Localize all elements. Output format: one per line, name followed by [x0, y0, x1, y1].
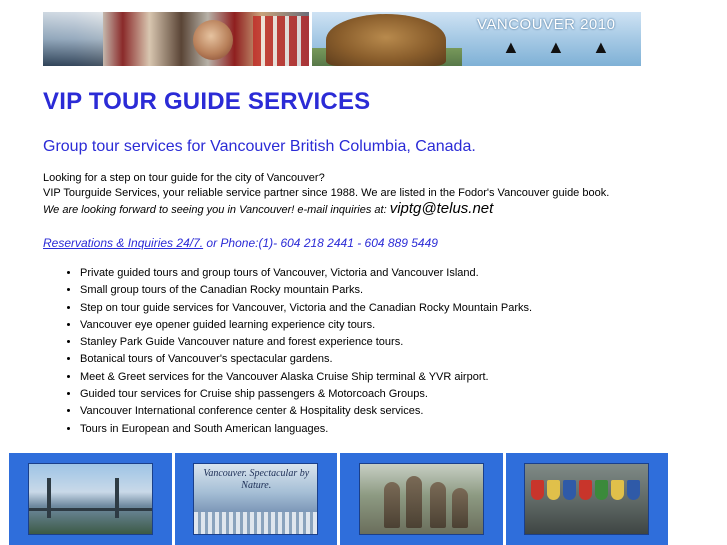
- list-item: • Vancouver International conference center & Hospitality desk services.: [80, 403, 532, 420]
- list-item: • Botanical tours of Vancouver's spectacular gardens.: [80, 351, 532, 368]
- banner-title: VANCOUVER 2010: [477, 16, 616, 33]
- intro-line-1: Looking for a step on tour guide for the city of Vancouver?: [43, 172, 325, 184]
- email-address: viptg@telus.net: [389, 200, 494, 217]
- list-item: • Private guided tours and group tours of Vancouver, Victoria and Vancouver Island.: [80, 265, 532, 282]
- postcard-caption: Vancouver. Spectacular by Nature.: [203, 468, 310, 491]
- list-item: • Guided tour services for Cruise ship passengers & Motorcoach Groups.: [80, 386, 532, 403]
- orca-icon: ▲: [592, 37, 610, 57]
- flags-image: [253, 16, 309, 66]
- city-skyline-image: [194, 512, 317, 534]
- list-item: • Tours in European and South American languages.: [80, 421, 532, 438]
- intro-text: [43, 171, 609, 218]
- contact-line: [43, 236, 438, 250]
- list-item: • Step on tour guide services for Vancouver, Victoria and the Canadian Rocky Mountain Parks.: [80, 300, 532, 317]
- services-list: [64, 265, 532, 438]
- page-title: VIP TOUR GUIDE SERVICES: [43, 88, 371, 115]
- list-item: • Small group tours of the Canadian Rocky mountain Parks.: [80, 282, 532, 299]
- photo-tile-bridge[interactable]: [9, 453, 172, 545]
- phone-numbers: or Phone:(1)- 604 218 2441 - 604 889 5449: [203, 236, 438, 250]
- email-prompt: We are looking forward to seeing you in Vancouver! e-mail inquiries at:: [43, 204, 390, 216]
- intro-line-2: VIP Tourguide Services, your reliable service partner since 1988. We are listed in the Fodor's Vancouver guide book.: [43, 187, 610, 199]
- photo-tile-statues[interactable]: [340, 453, 503, 545]
- statues-image[interactable]: [359, 463, 484, 535]
- header-banner: [43, 12, 641, 66]
- page-subtitle: Group tour services for Vancouver British Columbia, Canada.: [43, 138, 476, 155]
- orca-icon: ▲: [502, 37, 520, 57]
- list-item: • Stanley Park Guide Vancouver nature and forest experience tours.: [80, 334, 532, 351]
- mountie-portrait-image: [193, 20, 233, 60]
- provincial-crests-image[interactable]: [524, 463, 649, 535]
- intro-line-3: [43, 201, 609, 218]
- reservations-link[interactable]: Reservations & Inquiries 24/7.: [43, 236, 204, 250]
- vancouver-postcard-image[interactable]: [193, 463, 318, 535]
- orca-icon: ▲: [547, 37, 565, 57]
- banner-photo-collage: [43, 12, 309, 66]
- bear-image: [326, 14, 446, 66]
- snowy-mountain-image: [43, 12, 103, 66]
- photo-strip: [9, 453, 668, 545]
- photo-tile-postcard[interactable]: [175, 453, 338, 545]
- list-item: • Meet & Greet services for the Vancouver Alaska Cruise Ship terminal & YVR airport.: [80, 369, 532, 386]
- photo-tile-crests[interactable]: [506, 453, 669, 545]
- banner-bear-orca-image: [312, 12, 641, 66]
- list-item: • Vancouver eye opener guided learning experience city tours.: [80, 317, 532, 334]
- lions-gate-bridge-image[interactable]: [28, 463, 153, 535]
